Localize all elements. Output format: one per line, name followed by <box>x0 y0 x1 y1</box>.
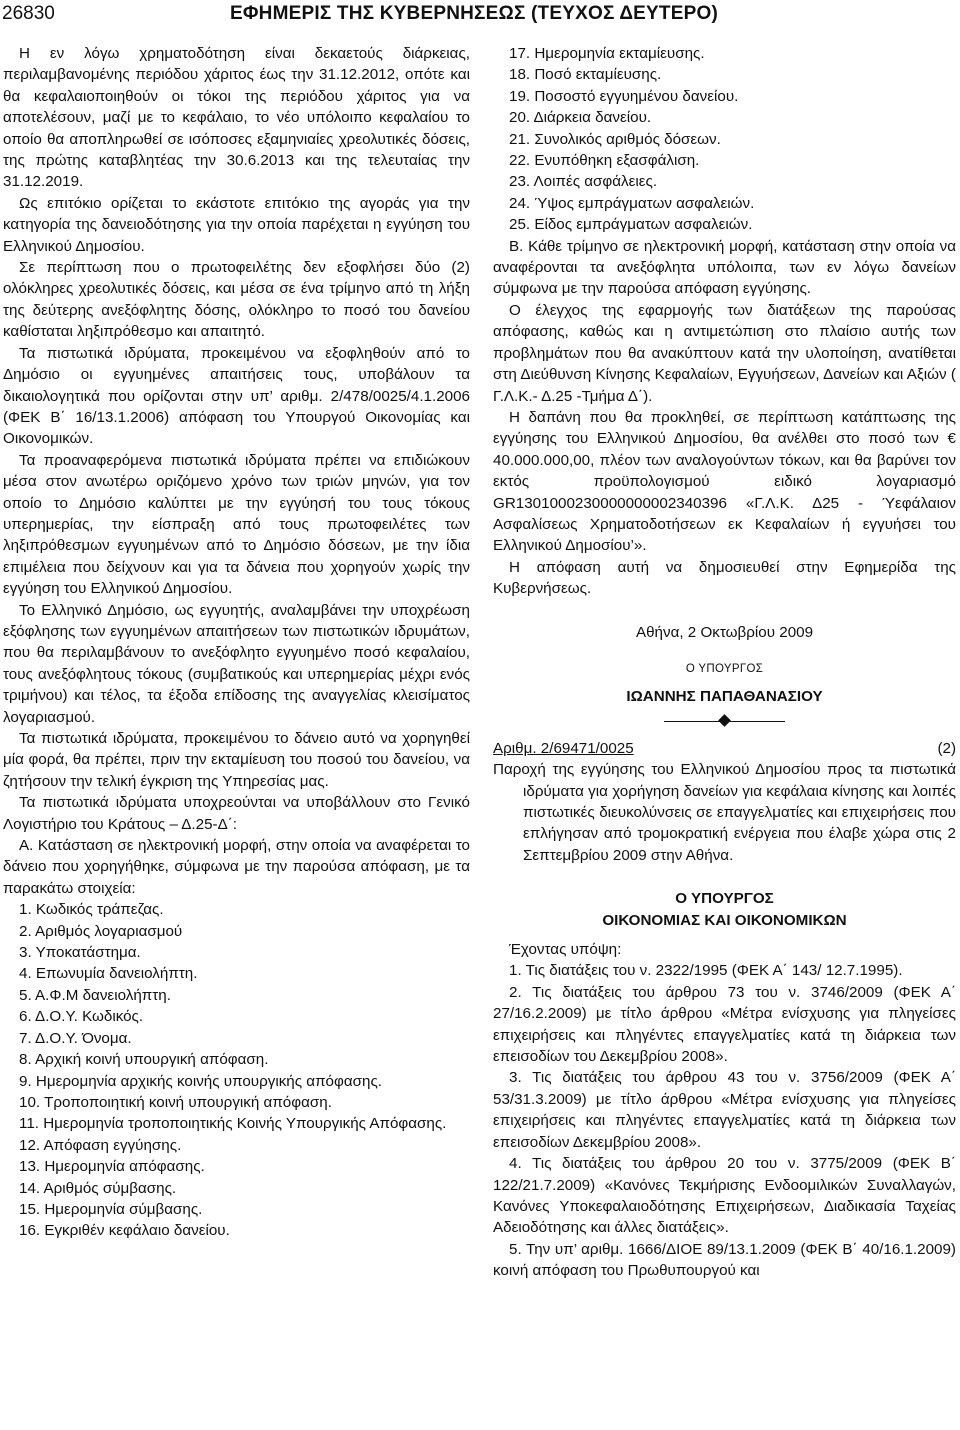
place-date: Αθήνα, 2 Οκτωβρίου 2009 <box>635 623 814 641</box>
paragraph: Τα προαναφερόμενα πιστωτικά ιδρύματα πρέπει να επιδιώκουν μέσα στον ανωτέρω οριζόμενο χρόνο των τριών μηνών, για τον οποίο το Δημόσιο καλύπτει με την εγγύησή του τους τόκους υπερημερίας, την είσπραξη από τους πρωτοφειλέτες των ληξιπρόθεσμων εγγυημένων από το Δημόσιο δόσεων, με την ίδια επιμέλεια που δείχνουν και για τα δάνεια που χορηγούν χωρίς την εγγύηση του Ελληνικού Δημοσίου. <box>3 451 470 598</box>
list-item: 23. Λοιπές ασφάλειες. <box>509 173 658 191</box>
list-item: 10. Τροποποιητική κοινή υπουργική απόφαση. <box>19 1093 332 1111</box>
decision-header <box>493 738 956 759</box>
list-item: 7. Δ.Ο.Υ. Όνομα. <box>19 1029 132 1047</box>
minister-role: Ο ΥΠΟΥΡΓΟΣ <box>685 662 764 675</box>
list-item: 19. Ποσοστό εγγυημένου δανείου. <box>509 87 739 105</box>
paragraph: Α. Κατάσταση σε ηλεκτρονική μορφή, στην οποία να αναφέρεται το δάνειο που χορηγήθηκε, σύμφωνα με την παρούσα απόφαση, με τα παρακάτω στοιχεία: <box>3 837 470 897</box>
recital: 2. Τις διατάξεις του άρθρου 73 του ν. 3746/2009 (ΦΕΚ Α΄ 27/16.2.2009) με τίτλο άρθρου «Μέτρα ενίσχυσης για πληγείσες επιχειρήσεις και πληγέντες επαγγελματίες κατά τη διάρκεια των επεισοδίων του Δεκεμβρίου 2008». <box>493 983 956 1066</box>
list-item: 14. Αριθμός σύμβασης. <box>19 1179 177 1197</box>
list-item: 17. Ημερομηνία εκταμίευσης. <box>509 45 705 62</box>
paragraph: Η απόφαση αυτή να δημοσιευθεί στην Εφημερίδα της Κυβερνήσεως. <box>493 558 956 598</box>
paragraph: Η εν λόγω χρηματοδότηση είναι δεκαετούς διάρκειας, περιλαμβανομένης περιόδου χάριτος έως την 31.12.2012, οπότε και θα κεφαλαιοποιηθούν οι τόκοι της περιόδου χάριτος για να αποτελέσουν, μαζί με το κεφάλαιο, το νέο υπόλοιπο κεφαλαίου το οποίο θα αποπληρωθεί σε ισόποσες εξαμηνιαίες χρεολυτικές δόσεις, της πρώτης καταβλητέας την 30.6.2013 και της τελευταίας την 31.12.2019. <box>3 45 470 191</box>
paragraph: Τα πιστωτικά ιδρύματα, προκειμένου το δάνειο αυτό να χορηγηθεί μία φορά, θα πρέπει, πριν την εκταμίευση του ποσού του δανείου, να ζητήσουν την τελική έγκριση της Υπηρεσίας μας. <box>3 730 470 790</box>
paragraph: Τα πιστωτικά ιδρύματα, προκειμένου να εξοφληθούν από το Δημόσιο οι εγγυημένες απαιτήσεις τους, υποβάλουν τα δικαιολογητικά που ορίζονται στην υπ’ αριθμ. 2/478/0025/4.1.2006 (ΦΕΚ Β΄ 16/13.1.2006) απόφαση του Υπουργού Οικονομίας και Οικονομικών. <box>3 344 470 448</box>
decision-index: (2) <box>937 739 956 757</box>
left-column <box>3 43 470 1242</box>
list-item: 13. Ημερομηνία απόφασης. <box>19 1158 205 1176</box>
list-item: 12. Απόφαση εγγύησης. <box>19 1136 182 1154</box>
paragraph: Τα πιστωτικά ιδρύματα υποχρεούνται να υποβάλλουν στο Γενικό Λογιστήριο του Κράτους – Δ.25-Δ΄: <box>3 794 470 833</box>
paragraph: Το Ελληνικό Δημόσιο, ως εγγυητής, αναλαμβάνει την υποχρέωση εξόφλησης των εγγυημένων απαιτήσεων των πιστωτικών ιδρυμάτων, που θα περιλαμβάνουν το ανεξόφλητο εγγυημένο ποσό κεφαλαίου, τους ανεξόφλητους τόκους (συμβατικούς και υπερημερίας μέχρι ενός τριμήνου) και τέλος, τα έξοδα επίδοσης της αναγγελίας κλεισίματος λογαριασμού. <box>3 601 470 726</box>
list-item: 20. Διάρκεια δανείου. <box>509 109 652 127</box>
page-header <box>0 0 960 32</box>
recital: 4. Τις διατάξεις του άρθρου 20 του ν. 3775/2009 (ΦΕΚ Β΄ 122/21.7.2009) «Κανόνες Τεκμήρισης Ενδοομιλικών Συναλλαγών, Κανόνες Υποκεφαλαιοδότησης Επιχειρήσεων, Διαδικασία Ταχείας Αδειοδότησης και άλλες διατάξεις». <box>493 1155 956 1237</box>
list-item: 1. Κωδικός τράπεζας. <box>19 901 164 919</box>
right-column <box>493 43 956 1282</box>
minister-name: ΙΩΑΝΝΗΣ ΠΑΠΑΘΑΝΑΣΙΟΥ <box>626 688 823 706</box>
having-regard: Έχοντας υπόψη: <box>509 941 622 959</box>
list-item: 8. Αρχική κοινή υπουργική απόφαση. <box>19 1051 269 1069</box>
list-item: 24. Ύψος εμπράγματων ασφαλειών. <box>509 194 755 212</box>
list-item: 11. Ημερομηνία τροποποιητικής Κοινής Υπουργικής Απόφασης. <box>19 1115 447 1133</box>
section-divider <box>493 714 956 728</box>
list-item: 21. Συνολικός αριθμός δόσεων. <box>509 130 721 148</box>
authority-heading: Ο ΥΠΟΥΡΓΟΣ <box>675 890 774 908</box>
paragraph: Σε περίπτωση που ο πρωτοφειλέτης δεν εξοφλήσει δύο (2) ολόκληρες χρεολυτικές δόσεις, και μέσα σε ένα τρίμηνο από τη λήξη της δεύτερης ανεξόφλητης δόσης, ολόκληρο το ποσό του δανείου καθίσταται ληξιπρόθεσμο και απαιτητό. <box>3 259 470 341</box>
list-item: 5. Α.Φ.Μ δανειολήπτη. <box>19 986 171 1004</box>
list-item: 18. Ποσό εκταμίευσης. <box>509 66 662 84</box>
gazette-title: ΕΦΗΜΕΡΙΣ ΤΗΣ ΚΥΒΕΡΝΗΣΕΩΣ (ΤΕΥΧΟΣ ΔΕΥΤΕΡΟ) <box>230 3 718 24</box>
recital: 3. Τις διατάξεις του άρθρου 43 του ν. 3756/2009 (ΦΕΚ Α΄ 53/31.3.2009) με τίτλο άρθρου «Μέτρα ενίσχυσης για πληγείσες επιχειρήσεις και πληγέντες επαγγελματίες κατά τη διάρκεια των επεισοδίων Δεκεμβρίου 2008». <box>493 1069 956 1151</box>
list-item: 4. Επωνυμία δανειολήπτη. <box>19 965 198 983</box>
list-item: 16. Εγκριθέν κεφάλαιο δανείου. <box>19 1222 230 1240</box>
decision-title: Παροχή της εγγύησης του Ελληνικού Δημοσίου προς τα πιστωτικά ιδρύματα για χορήγηση δανείων για κεφάλαια κίνησης και λοιπές πιστωτικές διευκολύνσεις σε επαγγελματίες και επιχειρήσεις που επλήγησαν από τρομοκρατική ενέργεια που έλαβε χώρα στις 2 Σεπτεμβρίου 2009 στην Αθήνα. <box>493 761 956 864</box>
list-item: 3. Υποκατάστημα. <box>19 944 141 962</box>
recital: 1. Τις διατάξεις του ν. 2322/1995 (ΦΕΚ Α΄ 143/ 12.7.1995). <box>509 962 903 980</box>
list-item: 2. Αριθμός λογαριασμού <box>19 922 183 940</box>
page-number: 26830 <box>2 3 55 24</box>
list-item: 22. Ενυπόθηκη εξασφάλιση. <box>509 152 700 170</box>
list-item: 6. Δ.Ο.Υ. Κωδικός. <box>19 1008 144 1026</box>
decision-number: Αριθμ. 2/69471/0025 <box>493 739 634 757</box>
paragraph: Β. Κάθε τρίμηνο σε ηλεκτρονική μορφή, κατάσταση στην οποία να αναφέρονται τα ανεξόφλητα υπόλοιπα, των εν λόγω δανείων σύμφωνα με την παρούσα απόφαση εγγύησης. <box>493 237 956 298</box>
list-item: 15. Ημερομηνία σύμβασης. <box>19 1200 203 1218</box>
paragraph: Ως επιτόκιο ορίζεται το εκάστοτε επιτόκιο της αγοράς για την κατηγορία της δανειοδότησης για την οποία παρέχεται η εγγύηση του Ελληνικού Δημοσίου. <box>3 194 470 255</box>
authority-heading-ministry: ΟΙΚΟΝΟΜΙΑΣ ΚΑΙ ΟΙΚΟΝΟΜΙΚΩΝ <box>602 911 847 929</box>
recital: 5. Την υπ’ αριθμ. 1666/ΔΙΟΕ 89/13.1.2009 (ΦΕΚ Β΄ 40/16.1.2009) κοινή απόφαση του Πρωθυπουργού και <box>493 1240 956 1280</box>
list-item: 9. Ημερομηνία αρχικής κοινής υπουργικής απόφασης. <box>19 1072 382 1090</box>
list-item: 25. Είδος εμπράγματων ασφαλειών. <box>509 216 753 234</box>
paragraph: Ο έλεγχος της εφαρμογής των διατάξεων της παρούσας απόφασης, καθώς και η αντιμετώπιση στο πλαίσιο αυτής των προβλημάτων που θα ανακύπτουν κατά την υλοποίηση, ανατίθεται στη Διεύθυνση Κίνησης Κεφαλαίων, Εγγυήσεων, Δανείων και Αξιών ( Γ.Λ.Κ.- Δ.25 -Τμήμα Δ΄). <box>493 301 956 405</box>
paragraph: Η δαπάνη που θα προκληθεί, σε περίπτωση κατάπτωσης της εγγύησης του Ελληνικού Δημοσίου, θα ανέλθει στο ποσό των € 40.000.000,00, πλέον των αναλογούντων τόκων, και θα βαρύνει τον εκτός προϋπολογισμού ειδικό λογαριασμό GR1301000230000000002340396 «Γ.Λ.Κ. Δ25 - Ύεφάλαιον Ασφαλίσεως Χρηματοδοτήσεων εκ Κεφαλαίων ή εγγυήσει του Ελληνικού Δημοσίου’». <box>493 408 956 555</box>
